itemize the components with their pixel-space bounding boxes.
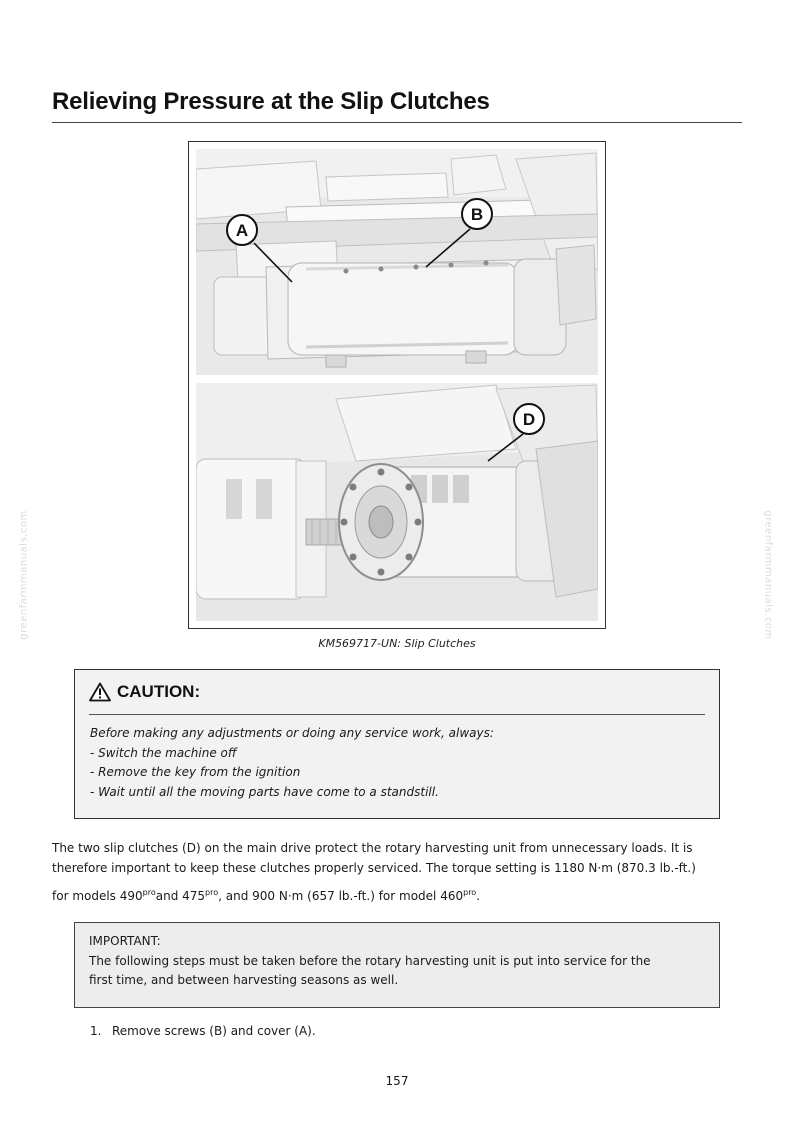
caution-line: - Wait until all the moving parts have come to a standstill. bbox=[90, 784, 439, 799]
watermark-left: greenfarmmanuals.com bbox=[18, 510, 30, 640]
slip-clutches-figure bbox=[188, 141, 606, 629]
top-photo bbox=[196, 149, 598, 375]
title-divider bbox=[52, 122, 742, 123]
step-number: 1. bbox=[90, 1024, 102, 1038]
important-box bbox=[74, 922, 720, 1008]
body-text: , and 900 N·m (657 lb.-ft.) for model 460 bbox=[218, 889, 464, 903]
figure-caption: KM569717-UN: Slip Clutches bbox=[318, 637, 476, 650]
body-text: and 475 bbox=[155, 889, 206, 903]
caution-box bbox=[74, 669, 720, 819]
page-title: Relieving Pressure at the Slip Clutches bbox=[52, 88, 490, 115]
important-line: The following steps must be taken before the rotary harvesting unit is put into service for the bbox=[89, 954, 651, 968]
superscript: pro bbox=[463, 888, 477, 897]
callout-d: D bbox=[522, 410, 536, 429]
watermark-right: greenfarmmanuals.com bbox=[762, 510, 774, 640]
superscript: pro bbox=[142, 888, 156, 897]
caution-line: - Switch the machine off bbox=[90, 745, 237, 760]
body-line bbox=[52, 886, 752, 906]
callout-a: A bbox=[235, 221, 249, 240]
body-paragraph bbox=[52, 838, 752, 906]
body-text: . bbox=[476, 889, 481, 903]
caution-title: CAUTION: bbox=[117, 682, 201, 701]
caution-line: Before making any adjustments or doing any service work, always: bbox=[90, 726, 494, 740]
superscript: pro bbox=[205, 888, 219, 897]
page-number: 157 bbox=[385, 1074, 409, 1088]
important-line: first time, and between harvesting seasons as well. bbox=[89, 973, 399, 987]
important-label: IMPORTANT: bbox=[89, 934, 161, 948]
caution-text bbox=[90, 724, 494, 802]
step-text: Remove screws (B) and cover (A). bbox=[112, 1024, 316, 1038]
callout-b: B bbox=[470, 205, 484, 224]
body-line: The two slip clutches (D) on the main drive protect the rotary harvesting unit from unnecessary loads. It is bbox=[52, 841, 693, 855]
warning-triangle-icon bbox=[89, 682, 111, 702]
important-text bbox=[89, 952, 709, 990]
caution-divider bbox=[89, 714, 705, 715]
bottom-photo bbox=[196, 383, 598, 621]
body-line: therefore important to keep these clutches properly serviced. The torque setting is 1180 N·m (870.3 lb.-ft.) bbox=[52, 861, 696, 875]
body-text: for models 490 bbox=[52, 889, 143, 903]
caution-line: - Remove the key from the ignition bbox=[90, 765, 301, 779]
step-item bbox=[90, 1024, 316, 1038]
